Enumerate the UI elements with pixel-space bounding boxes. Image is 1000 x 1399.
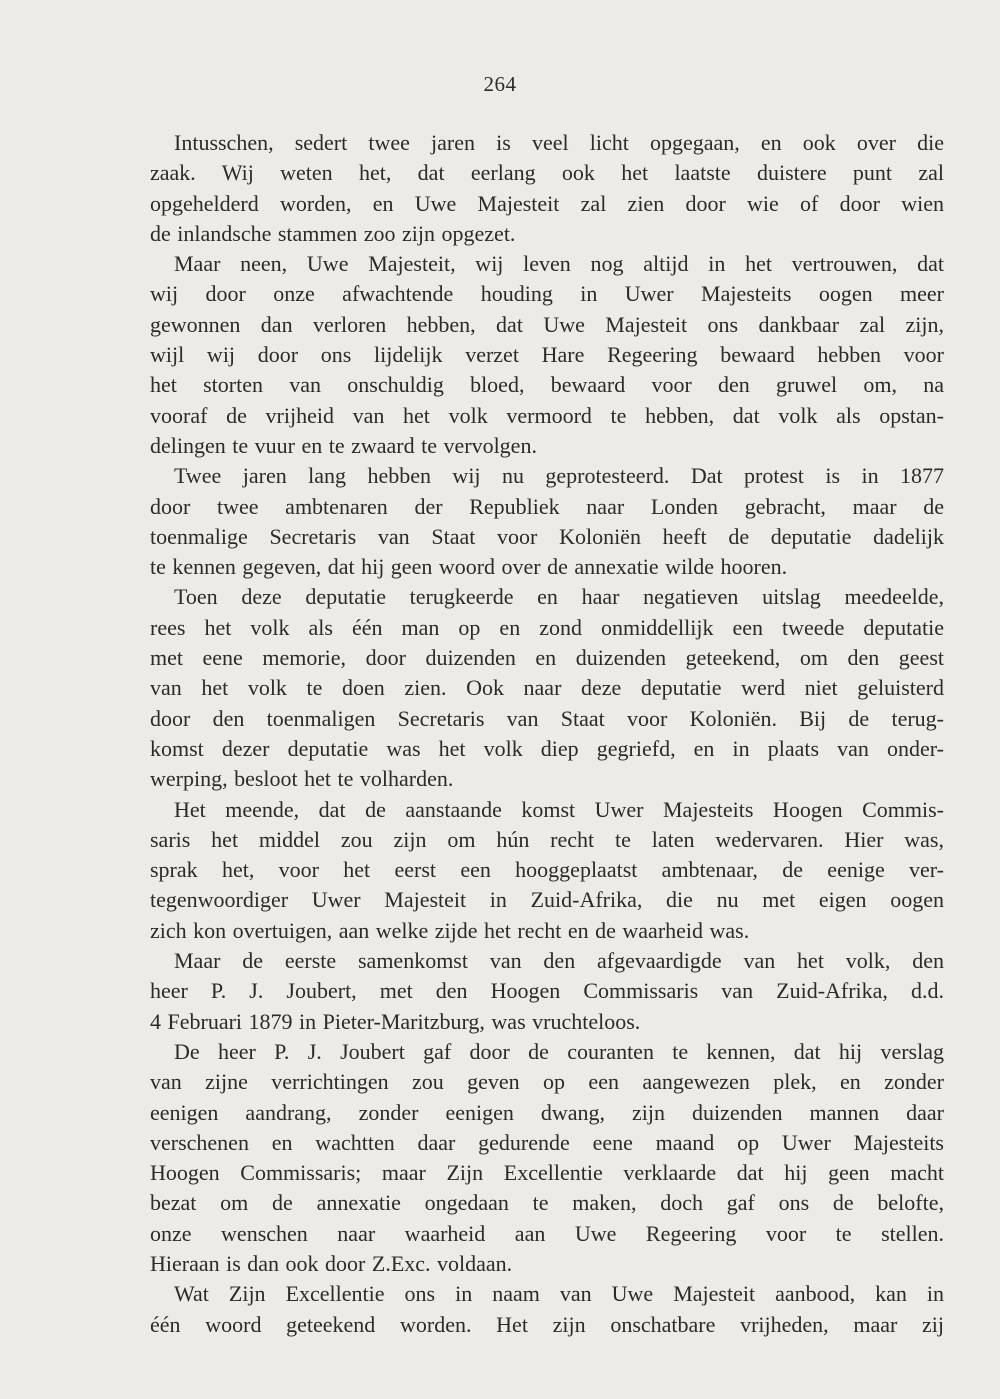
text-line: gewonnen dan verloren hebben, dat Uwe Majesteit ons dankbaar zal zijn, [150,311,944,337]
body-text [150,128,944,1340]
text-line: 4 Februari 1879 in Pieter-Maritzburg, was vruchteloos. [150,1008,641,1034]
text-line: sprak het, voor het eerst een hooggeplaatst ambtenaar, de eenige ver- [150,857,944,883]
text-line: tegenwoordiger Uwer Majesteit in Zuid-Afrika, die nu met eigen oogen [150,887,944,913]
text-line: onze wenschen naar waarheid aan Uwe Regeering voor te stellen. [150,1220,944,1246]
text-line: wij door onze afwachtende houding in Uwer Majesteits oogen meer [150,281,944,307]
text-line: De heer P. J. Joubert gaf door de couranten te kennen, dat hij verslag [174,1038,944,1064]
page-number: 264 [483,72,517,96]
text-line: toenmalige Secretaris van Staat voor Koloniën heeft de deputatie dadelijk [150,523,944,549]
paragraph [150,1279,944,1340]
text-line: Het meende, dat de aanstaande komst Uwer Majesteits Hoogen Commis- [174,796,944,822]
paragraph [150,249,944,461]
paragraph [150,461,944,582]
text-line: Intusschen, sedert twee jaren is veel licht opgegaan, en ook over die [174,130,944,155]
text-line: één woord geteekend worden. Het zijn onschatbare vrijheden, maar zij [150,1311,944,1337]
text-line: te kennen gegeven, dat hij geen woord over de annexatie wilde hooren. [150,554,788,580]
text-line: van het volk te doen zien. Ook naar deze deputatie werd niet geluisterd [150,675,944,701]
text-line: door den toenmaligen Secretaris van Staat voor Koloniën. Bij de terug- [150,705,944,731]
text-line: komst dezer deputatie was het volk diep gegriefd, en in plaats van onder- [150,735,944,761]
text-line: Toen deze deputatie terugkeerde en haar negatieven uitslag meedeelde, [174,584,944,610]
text-line: Hieraan is dan ook door Z.Exc. voldaan. [150,1250,513,1276]
text-line: zich kon overtuigen, aan welke zijde het recht en de waarheid was. [150,917,750,943]
text-line: wijl wij door ons lijdelijk verzet Hare Regeering bewaard hebben voor [150,342,944,368]
text-line: Maar neen, Uwe Majesteit, wij leven nog altijd in het vertrouwen, dat [174,251,944,277]
text-line: Twee jaren lang hebben wij nu geprotesteerd. Dat protest is in 1877 [174,463,944,489]
text-line: bezat om de annexatie ongedaan te maken, doch gaf ons de belofte, [150,1190,944,1216]
paragraph [150,128,944,249]
text-line: het storten van onschuldig bloed, bewaard voor den gruwel om, na [150,372,944,398]
paragraph [150,946,944,1037]
paragraph [150,795,944,946]
text-line: Hoogen Commissaris; maar Zijn Excellentie verklaarde dat hij geen macht [150,1160,944,1186]
text-line: delingen te vuur en te zwaard te vervolgen. [150,432,537,458]
text-line: heer P. J. Joubert, met den Hoogen Commissaris van Zuid-Afrika, d.d. [150,978,944,1004]
text-line: met eene memorie, door duizenden en duizenden geteekend, om den geest [150,645,944,671]
text-line: vooraf de vrijheid van het volk vermoord te hebben, dat volk als opstan- [150,402,944,428]
text-line: saris het middel zou zijn om hún recht te laten wedervaren. Hier was, [150,826,944,852]
text-line: van zijne verrichtingen zou geven op een aangewezen plek, en zonder [150,1069,944,1095]
text-line: verschenen en wachtten daar gedurende eene maand op Uwer Majesteits [150,1129,944,1155]
text-line: werping, besloot het te volharden. [150,766,454,792]
text-line: rees het volk als één man op en zond onmiddellijk een tweede deputatie [150,614,944,640]
paragraph [150,582,944,794]
text-line: Maar de eerste samenkomst van den afgevaardigde van het volk, den [174,948,944,974]
text-line: door twee ambtenaren der Republiek naar Londen gebracht, maar de [150,493,944,519]
text-line: Wat Zijn Excellentie ons in naam van Uwe Majesteit aanbood, kan in [174,1281,944,1307]
paragraph [150,1037,944,1279]
text-line: eenigen aandrang, zonder eenigen dwang, zijn duizenden mannen daar [150,1099,944,1125]
text-line: zaak. Wij weten het, dat eerlang ook het laatste duistere punt zal [150,160,944,186]
text-line: opgehelderd worden, en Uwe Majesteit zal zien door wie of door wien [150,190,944,216]
text-line: de inlandsche stammen zoo zijn opgezet. [150,220,516,246]
